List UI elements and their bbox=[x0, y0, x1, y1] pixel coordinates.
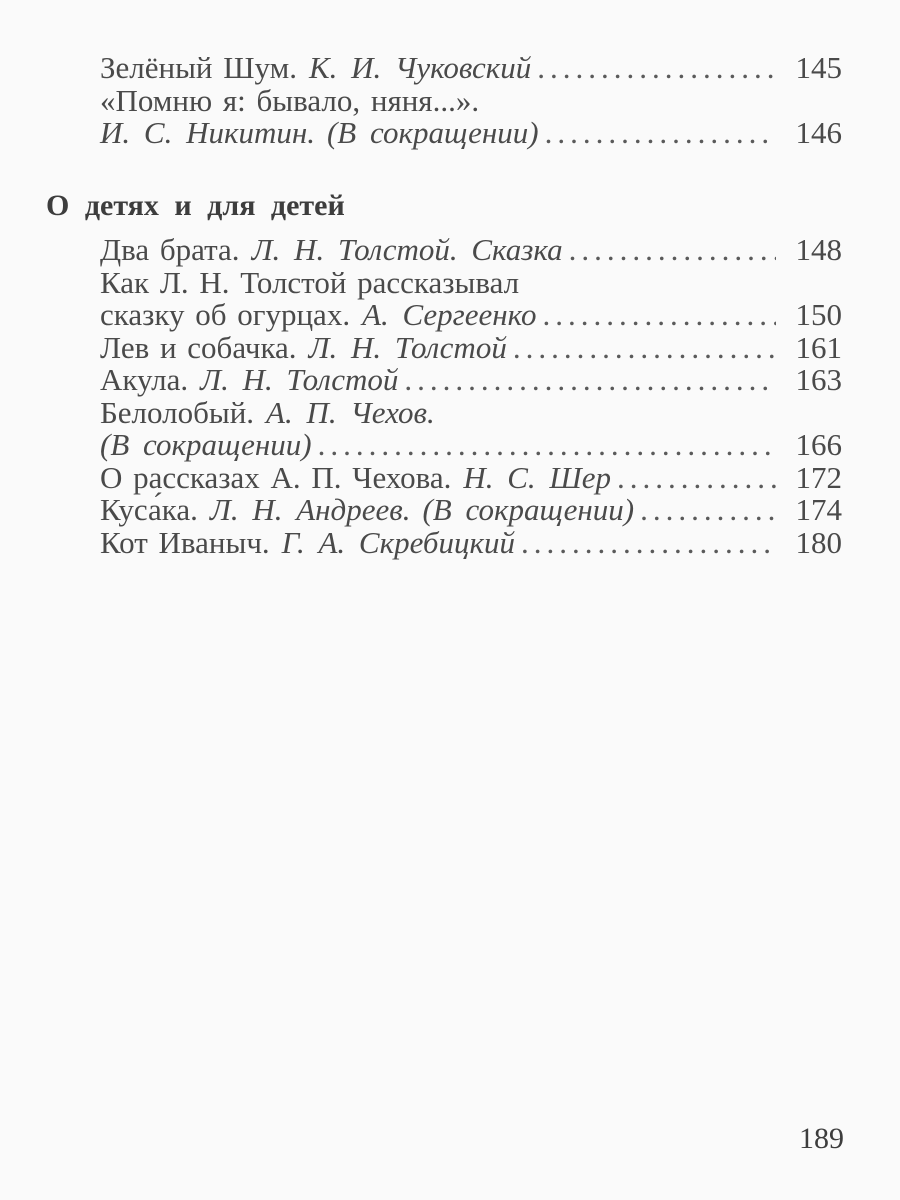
dot-leader bbox=[617, 462, 776, 495]
toc-entry-zelenyi-shum bbox=[100, 52, 842, 85]
entry-page-number: 146 bbox=[795, 115, 842, 150]
entry-author: А. Сергеенко bbox=[362, 297, 537, 332]
entry-title: Кот Иваныч. bbox=[100, 524, 270, 560]
dot-leader bbox=[521, 527, 776, 560]
entry-author: Л. Н. Толстой bbox=[308, 329, 507, 365]
entry-page-number: 172 bbox=[795, 459, 842, 495]
entry-title: Два брата. bbox=[100, 232, 240, 267]
toc-line bbox=[100, 364, 842, 397]
toc-entry-belolobyi bbox=[100, 394, 842, 462]
dot-leader bbox=[404, 364, 776, 397]
toc-line bbox=[100, 494, 842, 527]
toc-group-1 bbox=[0, 52, 900, 150]
section-heading: О детях и для детей bbox=[46, 189, 345, 222]
dot-leader bbox=[640, 494, 776, 527]
toc-entry-kot-ivanych bbox=[100, 524, 842, 560]
entry-title: Куса́ка. bbox=[100, 492, 198, 527]
entry-title: Зелёный Шум. bbox=[100, 50, 298, 85]
toc-line bbox=[100, 52, 842, 85]
entry-author: Л. Н. Андреев. bbox=[209, 492, 411, 527]
toc-line bbox=[100, 394, 842, 430]
entry-title: Белолобый. bbox=[100, 394, 255, 430]
toc-entry-lev-i-sobachka bbox=[100, 329, 842, 365]
toc-line bbox=[100, 264, 842, 300]
entry-page-number: 180 bbox=[795, 524, 842, 560]
entry-title: Как Л. Н. Толстой рассказывал bbox=[100, 264, 520, 300]
toc-line bbox=[100, 117, 842, 150]
toc-group-2 bbox=[0, 186, 900, 559]
toc-line bbox=[100, 299, 842, 332]
entry-author: Н. С. Шер bbox=[463, 459, 612, 495]
entry-note: (В сокращении) bbox=[100, 427, 312, 462]
entry-author: Л. Н. Толстой. Сказка bbox=[251, 232, 563, 267]
entry-author: А. П. Чехов. bbox=[266, 394, 435, 430]
entry-author: Г. А. Скребицкий bbox=[281, 524, 516, 560]
toc-entry-pomnyu-ya bbox=[100, 82, 842, 150]
dot-leader bbox=[545, 117, 776, 150]
toc-line bbox=[100, 429, 842, 462]
entry-title: Лев и собачка. bbox=[100, 329, 297, 365]
entry-title: сказку об огурцах. bbox=[100, 297, 351, 332]
entry-page-number: 174 bbox=[795, 492, 842, 527]
entry-page-number: 148 bbox=[795, 232, 842, 267]
entry-note: (В сокращении) bbox=[326, 115, 539, 150]
toc-entry-kusaka bbox=[100, 494, 842, 527]
dot-leader bbox=[537, 52, 776, 85]
toc-line bbox=[100, 329, 842, 365]
toc-line bbox=[100, 524, 842, 560]
dot-leader bbox=[542, 299, 776, 332]
entry-page-number: 166 bbox=[795, 427, 842, 462]
toc-entry-akula bbox=[100, 364, 842, 397]
toc-line bbox=[100, 459, 842, 495]
toc-entry-o-rasskazah-chehova bbox=[100, 459, 842, 495]
entry-title: О рассказах А. П. Чехова. bbox=[100, 459, 452, 495]
toc-line bbox=[100, 234, 842, 267]
entry-page-number: 163 bbox=[795, 362, 842, 397]
entry-page-number: 150 bbox=[795, 297, 842, 332]
entry-title: «Помню я: бывало, няня...». bbox=[100, 82, 480, 118]
entry-author: Л. Н. Толстой bbox=[200, 362, 399, 397]
dot-leader bbox=[318, 429, 776, 462]
toc-line bbox=[100, 82, 842, 118]
toc-entry-kak-tolstoi bbox=[100, 264, 842, 332]
dot-leader bbox=[569, 234, 776, 267]
entry-title: Акула. bbox=[100, 362, 189, 397]
dot-leader bbox=[513, 332, 776, 365]
entry-author: К. И. Чуковский bbox=[309, 50, 532, 85]
entry-author: И. С. Никитин. bbox=[100, 115, 315, 150]
entry-note: (В сокращении) bbox=[422, 492, 635, 527]
entry-page-number: 161 bbox=[795, 329, 842, 365]
page-number: 189 bbox=[799, 1122, 844, 1155]
toc-entry-dva-brata bbox=[100, 234, 842, 267]
entry-page-number: 145 bbox=[795, 50, 842, 85]
